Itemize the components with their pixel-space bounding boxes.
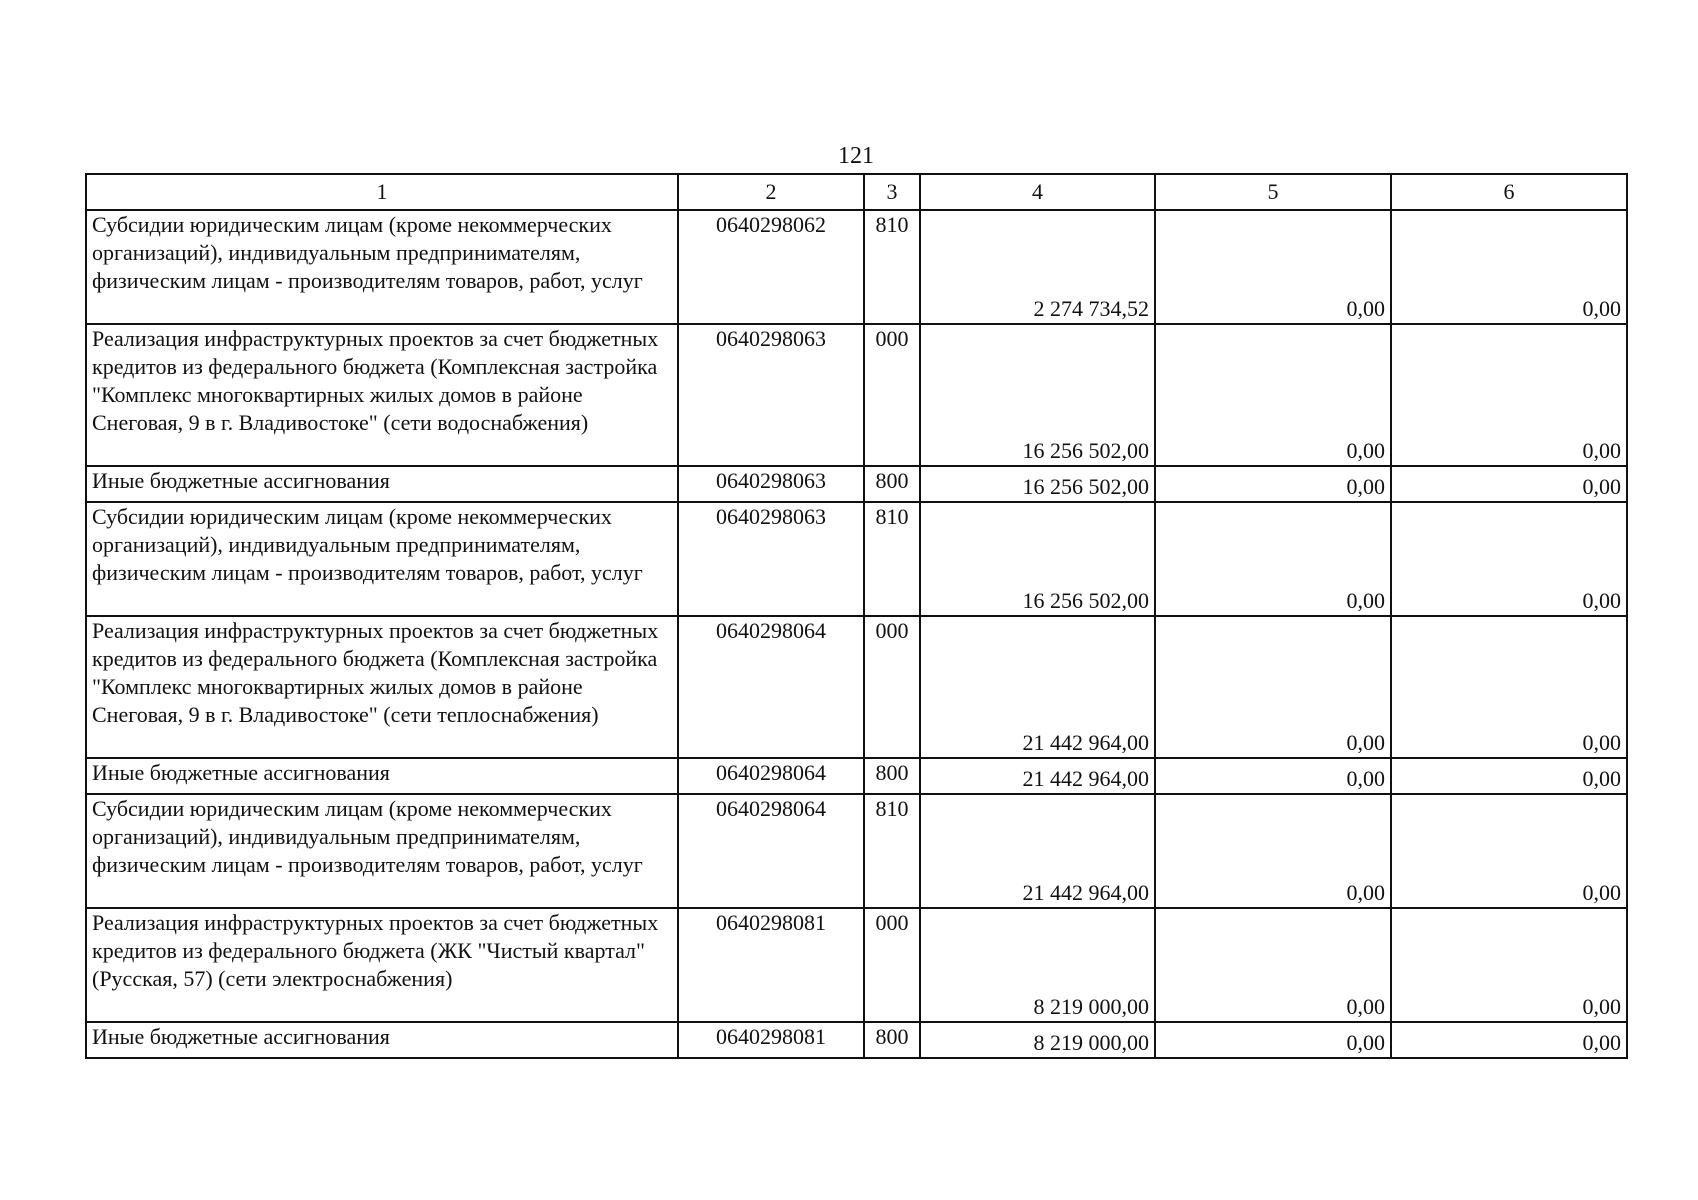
row-kvr: 800 <box>864 1022 920 1058</box>
table-row <box>86 758 1627 794</box>
row-name: Иные бюджетные ассигнования <box>86 466 678 502</box>
row-amount-4: 21 442 964,00 <box>920 758 1155 794</box>
row-kvr: 810 <box>864 210 920 324</box>
row-name: Субсидии юридическим лицам (кроме некоммерческих организаций), индивидуальным предпринимателям, физическим лицам - производителям товаров, работ, услуг <box>86 794 678 908</box>
row-amount-4: 21 442 964,00 <box>920 794 1155 908</box>
row-amount-5: 0,00 <box>1155 502 1391 616</box>
row-amount-5: 0,00 <box>1155 324 1391 466</box>
row-amount-4: 16 256 502,00 <box>920 466 1155 502</box>
table-row <box>86 616 1627 758</box>
table-row <box>86 210 1627 324</box>
row-name: Иные бюджетные ассигнования <box>86 758 678 794</box>
table-row <box>86 1022 1627 1058</box>
row-amount-4: 8 219 000,00 <box>920 908 1155 1022</box>
column-header: 5 <box>1155 174 1391 210</box>
row-amount-5: 0,00 <box>1155 1022 1391 1058</box>
row-amount-6: 0,00 <box>1391 908 1627 1022</box>
row-kvr: 000 <box>864 616 920 758</box>
table-row <box>86 324 1627 466</box>
page-number: 121 <box>838 143 874 169</box>
row-name: Иные бюджетные ассигнования <box>86 1022 678 1058</box>
row-code: 0640298063 <box>678 324 864 466</box>
table-row <box>86 908 1627 1022</box>
row-amount-6: 0,00 <box>1391 324 1627 466</box>
row-code: 0640298063 <box>678 466 864 502</box>
table-row <box>86 502 1627 616</box>
table-row <box>86 466 1627 502</box>
row-code: 0640298081 <box>678 908 864 1022</box>
row-amount-4: 8 219 000,00 <box>920 1022 1155 1058</box>
row-amount-6: 0,00 <box>1391 466 1627 502</box>
row-name: Субсидии юридическим лицам (кроме некоммерческих организаций), индивидуальным предпринимателям, физическим лицам - производителям товаров, работ, услуг <box>86 502 678 616</box>
row-name: Реализация инфраструктурных проектов за счет бюджетных кредитов из федерального бюджета (ЖК "Чистый квартал" (Русская, 57) (сети электроснабжения) <box>86 908 678 1022</box>
header-row <box>86 174 1627 210</box>
row-kvr: 800 <box>864 758 920 794</box>
row-code: 0640298064 <box>678 616 864 758</box>
row-amount-6: 0,00 <box>1391 1022 1627 1058</box>
row-amount-4: 2 274 734,52 <box>920 210 1155 324</box>
row-amount-5: 0,00 <box>1155 908 1391 1022</box>
row-kvr: 800 <box>864 466 920 502</box>
row-code: 0640298064 <box>678 794 864 908</box>
row-amount-5: 0,00 <box>1155 210 1391 324</box>
column-header: 6 <box>1391 174 1627 210</box>
row-kvr: 810 <box>864 794 920 908</box>
table-row <box>86 794 1627 908</box>
row-amount-6: 0,00 <box>1391 502 1627 616</box>
row-kvr: 000 <box>864 908 920 1022</box>
row-code: 0640298081 <box>678 1022 864 1058</box>
row-amount-5: 0,00 <box>1155 794 1391 908</box>
row-amount-4: 21 442 964,00 <box>920 616 1155 758</box>
row-kvr: 000 <box>864 324 920 466</box>
row-amount-5: 0,00 <box>1155 466 1391 502</box>
column-header: 3 <box>864 174 920 210</box>
column-header: 1 <box>86 174 678 210</box>
row-name: Реализация инфраструктурных проектов за счет бюджетных кредитов из федерального бюджета (Комплексная застройка "Комплекс многоквартирных жилых домов в районе Снеговая, 9 в г. Владивостоке" (сети теплоснабжения) <box>86 616 678 758</box>
row-code: 0640298063 <box>678 502 864 616</box>
row-amount-5: 0,00 <box>1155 758 1391 794</box>
row-name: Субсидии юридическим лицам (кроме некоммерческих организаций), индивидуальным предпринимателям, физическим лицам - производителям товаров, работ, услуг <box>86 210 678 324</box>
row-amount-6: 0,00 <box>1391 758 1627 794</box>
row-code: 0640298062 <box>678 210 864 324</box>
row-name: Реализация инфраструктурных проектов за счет бюджетных кредитов из федерального бюджета (Комплексная застройка "Комплекс многоквартирных жилых домов в районе Снеговая, 9 в г. Владивостоке" (сети водоснабжения) <box>86 324 678 466</box>
row-code: 0640298064 <box>678 758 864 794</box>
column-header: 4 <box>920 174 1155 210</box>
row-amount-6: 0,00 <box>1391 616 1627 758</box>
row-amount-5: 0,00 <box>1155 616 1391 758</box>
row-amount-6: 0,00 <box>1391 210 1627 324</box>
column-header: 2 <box>678 174 864 210</box>
row-amount-6: 0,00 <box>1391 794 1627 908</box>
row-kvr: 810 <box>864 502 920 616</box>
budget-table <box>85 173 1628 1059</box>
row-amount-4: 16 256 502,00 <box>920 324 1155 466</box>
row-amount-4: 16 256 502,00 <box>920 502 1155 616</box>
